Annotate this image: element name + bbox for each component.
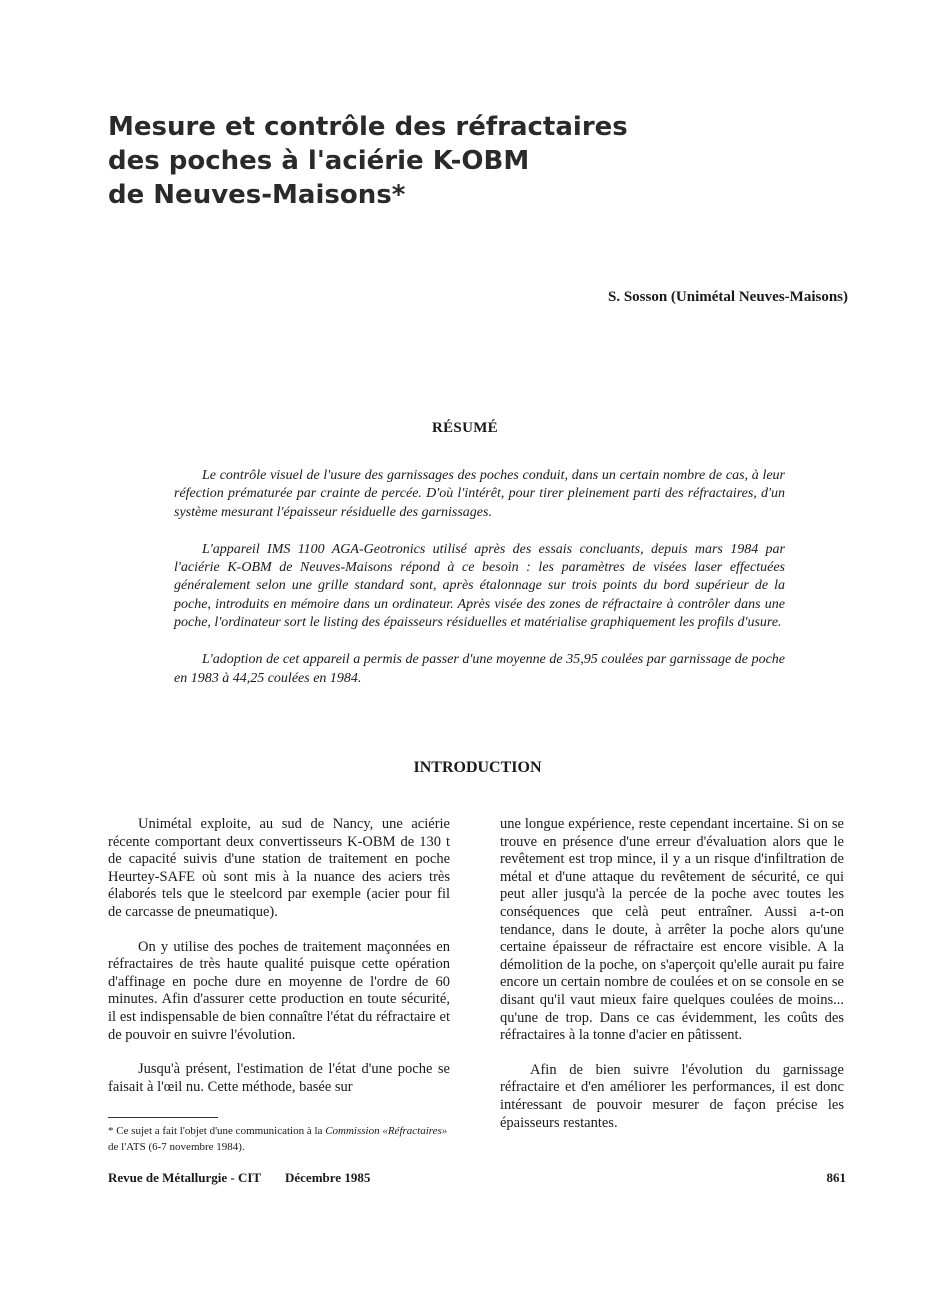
body-paragraph-2: On y utilise des poches de traitement maçonnées en réfractaires de très haute qualité puisque cette opération d'affinage en poche dure en moyenne de l'ordre de 60 minutes. Afin d'assurer cette production en toute sécurité, il est indispensable de bien connaître l'état du réfractaire et de pouvoir en suivre l'évolution. xyxy=(108,938,450,1043)
title-line-3: de Neuves-Maisons* xyxy=(108,180,406,210)
article-title xyxy=(108,110,668,212)
footnote xyxy=(108,1123,453,1155)
body-paragraph-5: Afin de bien suivre l'évolution du garnissage réfractaire et d'en améliorer les performances, il est donc intéressant de pouvoir mesurer de façon précise les épaisseurs restantes. xyxy=(500,1061,844,1131)
footnote-divider xyxy=(108,1117,218,1118)
abstract-paragraph-2: L'appareil IMS 1100 AGA-Geotronics utilisé après des essais concluants, depuis mars 1984 par l'aciérie K-OBM de Neuves-Maisons répond à ce besoin : les paramètres de visées laser effectuées généralement selon une grille standard sont, après étalonnage sur trois points du bord supérieur de la poche, introduits en mémoire dans un ordinateur. Après visée des zones de réfractaire à contrôler dans une poche, l'ordinateur sort le listing des épaisseurs résiduelles et matérialise graphiquement les profils d'usure. xyxy=(174,541,785,631)
page-number: 861 xyxy=(826,1170,846,1185)
introduction-heading: INTRODUCTION xyxy=(413,759,542,776)
abstract-paragraph-1: Le contrôle visuel de l'usure des garnissages des poches conduit, dans un certain nombre de cas, à leur réfection prématurée par crainte de percée. D'où l'intérêt, pour tirer pleinement parti des réfractaires, d'un système mesurant l'épaisseur résiduelle des garnissages. xyxy=(174,468,785,520)
footer-date: Décembre 1985 xyxy=(285,1170,371,1185)
footnote-italic-text: Commission «Réfractaires» xyxy=(325,1125,448,1137)
right-column xyxy=(500,816,844,1149)
body-paragraph-3: Jusqu'à présent, l'estimation de l'état d'une poche se faisait à l'œil nu. Cette méthode, basée sur xyxy=(108,1061,450,1095)
author-line: S. Sosson (Unimétal Neuves-Maisons) xyxy=(607,289,848,305)
footnote-text: * Ce sujet a fait l'objet d'une communication à la xyxy=(108,1125,326,1137)
body-paragraph-4: une longue expérience, reste cependant incertaine. Si on se trouve en présence d'une erreur d'évaluation alors que le revêtement est trop mince, il y a un risque d'infiltration de métal et d'une attaque du revêtement de sécurité, ce qui peut aller jusqu'à la percée de la poche avec toutes les conséquences que celà peut entraîner. Aussi a-t-on tendance, dans le doute, à arrêter la poche alors qu'une certaine épaisseur de réfractaire est encore visible. A la démolition de la poche, on s'aperçoit qu'elle aurait pu faire encore un certain nombre de coulées et on se console en se disant qu'il vaut mieux faire quelques coulées de moins... qu'une de trop. Dans ce cas évidemment, les coûts des réfractaires à la tonne d'acier en pâtissent. xyxy=(500,816,844,1044)
footnote-text-end: de l'ATS (6-7 novembre 1984). xyxy=(108,1141,245,1153)
abstract-paragraph-3: L'adoption de cet appareil a permis de passer d'une moyenne de 35,95 coulées par garnissage de poche en 1983 à 44,25 coulées en 1984. xyxy=(174,652,785,686)
title-line-1: Mesure et contrôle des réfractaires xyxy=(108,112,628,142)
title-line-2: des poches à l'aciérie K-OBM xyxy=(108,146,530,176)
footer-journal: Revue de Métallurgie - CIT xyxy=(108,1170,262,1185)
resume-heading: RÉSUMÉ xyxy=(432,420,498,436)
abstract xyxy=(174,467,785,707)
left-column xyxy=(108,816,450,1113)
body-paragraph-1: Unimétal exploite, au sud de Nancy, une aciérie récente comportant deux convertisseurs K-OBM de 130 t de capacité suivis d'une station de traitement en poche Heurtey-SAFE où sont mis à la nuance des aciers très élaborés tels que le steelcord par exemple (acier pour fil de carcasse de pneumatique). xyxy=(108,816,450,920)
